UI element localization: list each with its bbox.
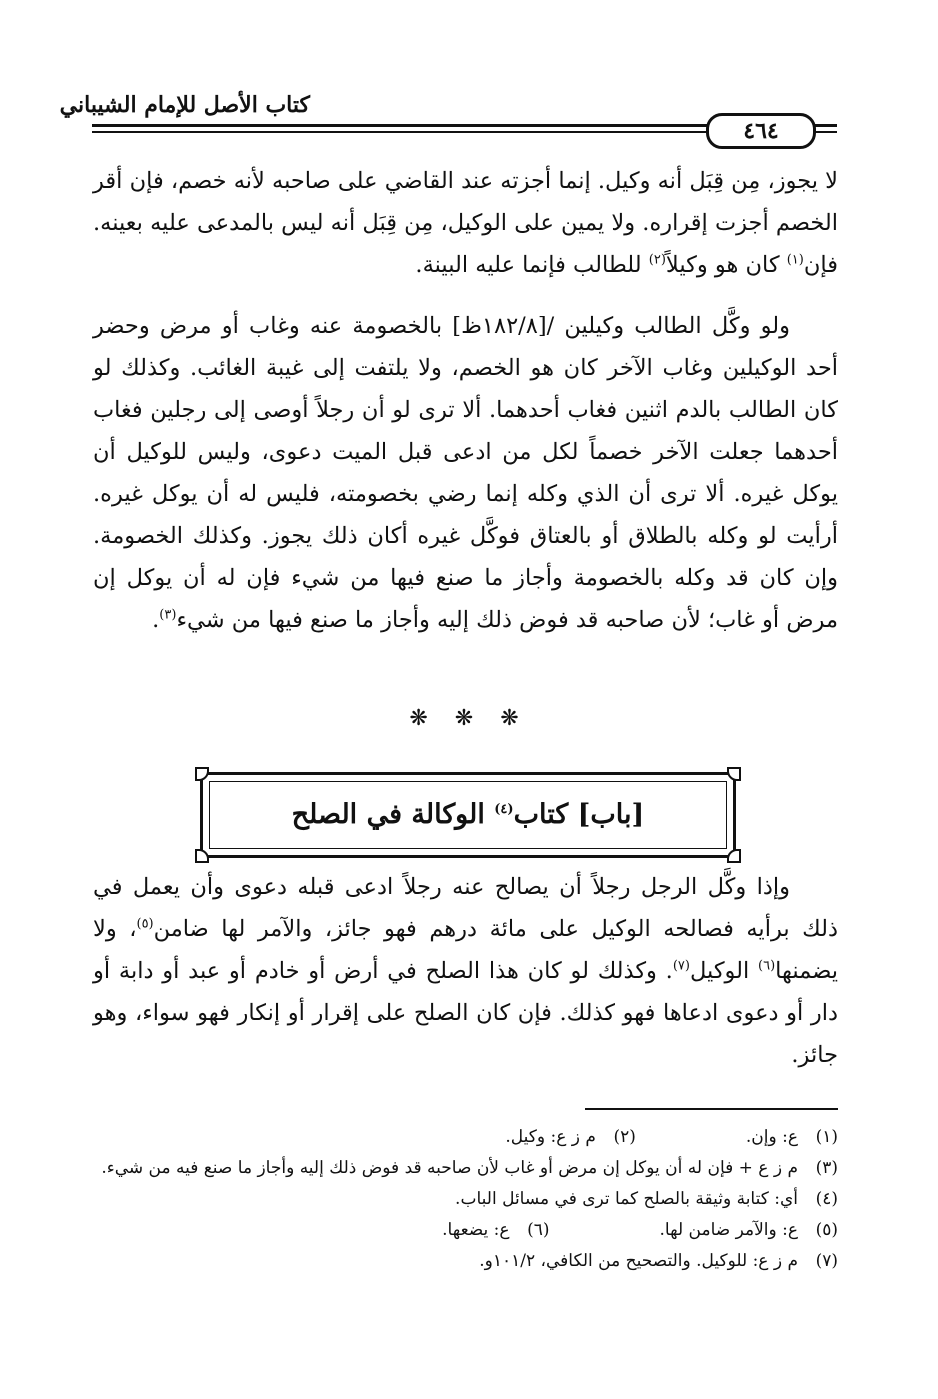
chapter-heading-text-a: [باب] كتاب xyxy=(513,799,645,830)
footnote-ref-4: (٤) xyxy=(494,802,514,817)
paragraph-3-text-c: الوكيل xyxy=(689,958,759,984)
footnote-ref-1: (١) xyxy=(786,252,804,268)
footnote-line xyxy=(93,1215,838,1246)
footnote-line xyxy=(93,1122,838,1153)
footnote-number: (١) xyxy=(815,1127,838,1147)
footnote-text: ع: يضعها. xyxy=(442,1220,510,1240)
paragraph-3 xyxy=(93,866,838,1076)
footnote-number: (٦) xyxy=(527,1220,550,1240)
footnote-text: م ز ع: وكيل. xyxy=(505,1127,596,1147)
paragraph-2-text-b: . xyxy=(152,607,160,633)
footnote-ref-5: (٥) xyxy=(136,916,154,932)
running-header-title: كتاب الأصل للإمام الشيباني xyxy=(59,92,310,118)
page-number: ٤٦٤ xyxy=(706,113,816,149)
paragraph-3-text-a: وإذا وكَّل الرجل رجلاً أن يصالح عنه رجلاً ادعى قبله دعوى وأن يعمل في ذلك برأيه فصالحه الوكيل على مائة درهم فهو جائز، والآمر لها ضامن xyxy=(93,874,838,942)
footnote-line xyxy=(93,1184,838,1215)
footnote-number: (٧) xyxy=(815,1251,838,1271)
footnote-number: (٥) xyxy=(815,1220,838,1240)
footnote-text: ع: وإن. xyxy=(745,1127,798,1147)
footnote-number: (٤) xyxy=(815,1189,838,1209)
footnote-line xyxy=(93,1153,838,1184)
paragraph-3-text-b: ، ولا يضمنها xyxy=(93,916,838,984)
footnote-number: (٣) xyxy=(815,1158,838,1178)
footnote-rule xyxy=(585,1108,838,1110)
paragraph-1 xyxy=(93,160,838,286)
footnote-line xyxy=(93,1246,838,1277)
footnotes xyxy=(93,1122,838,1277)
footnote-ref-3: (٣) xyxy=(159,607,177,623)
paragraph-3-text-d: . وكذلك لو كان هذا الصلح في أرض أو خادم أو عبد أو دابة أو دار أو دعوى ادعاها فهو كذلك. فإن كان الصلح على إقرار أو إنكار فهو سواء، وهو جائز. xyxy=(93,958,838,1068)
footnote-text: ع: والآمر ضامن لها. xyxy=(659,1220,798,1240)
footnote-text: أي: كتابة وثيقة بالصلح كما ترى في مسائل الباب. xyxy=(455,1189,798,1209)
chapter-heading-frame xyxy=(200,772,736,858)
footnote-number: (٢) xyxy=(613,1127,636,1147)
footnote-text: م ز ع + فإن له أن يوكل إن مرض أو غاب لأن صاحبه قد فوض ذلك إليه وأجاز ما صنع فيه من شيء. xyxy=(101,1158,798,1178)
footnote-text: م ز ع: للوكيل. والتصحيح من الكافي، ١٠١/٢و. xyxy=(479,1251,798,1271)
section-separator: ❋ ❋ ❋ xyxy=(409,706,529,731)
chapter-heading-text-b: الوكالة في الصلح xyxy=(291,799,495,830)
paragraph-1-text-c: للطالب فإنما عليه البينة. xyxy=(415,252,649,278)
paragraph-1-text-b: كان هو وكيلاً xyxy=(665,252,787,278)
paragraph-2-text-a: ولو وكَّل الطالب وكيلين /[١٨٢/٨ظ] بالخصومة عنه وغاب أو مرض وحضر أحد الوكيلين وغاب الآخر كان هو الخصم، ولا يلتفت إلى غيبة الغائب. وكذلك لو كان الطالب بالدم اثنين فغاب أحدهما. ألا ترى لو أن رجلاً أوصى إلى رجلين فغاب أحدهما جعلت الآخر خصماً لكل من ادعى قبل الميت دعوى، وليس للوكيل أن يوكل غيره. ألا ترى أن الذي وكله إنما رضي بخصومته، فليس له أن يوكل غيره. أرأيت لو وكله بالطلاق أو بالعتاق فوكَّل غيره أكان ذلك يجوز. وكذلك الخصومة. وإن كان قد وكله بالخصومة وأجاز ما صنع فيها من شيء فإن له أن يوكل إن مرض أو غاب؛ لأن صاحبه قد فوض ذلك إليه وأجاز ما صنع فيها من شيء xyxy=(93,313,838,633)
chapter-heading xyxy=(203,775,733,855)
paragraph-2 xyxy=(93,305,838,641)
footnote-ref-6: (٦) xyxy=(758,958,776,974)
footnote-ref-2: (٢) xyxy=(648,252,666,268)
paragraph-1-text-a: لا يجوز، مِن قِبَل أنه وكيل. إنما أجزته عند القاضي على صاحبه لأنه خصم، فإن أقر الخصم أجزت إقراره. ولا يمين على الوكيل، مِن قِبَل أنه ليس بالمدعى عليه بعينه. فإن xyxy=(93,168,838,278)
footnote-ref-7: (٧) xyxy=(672,958,690,974)
